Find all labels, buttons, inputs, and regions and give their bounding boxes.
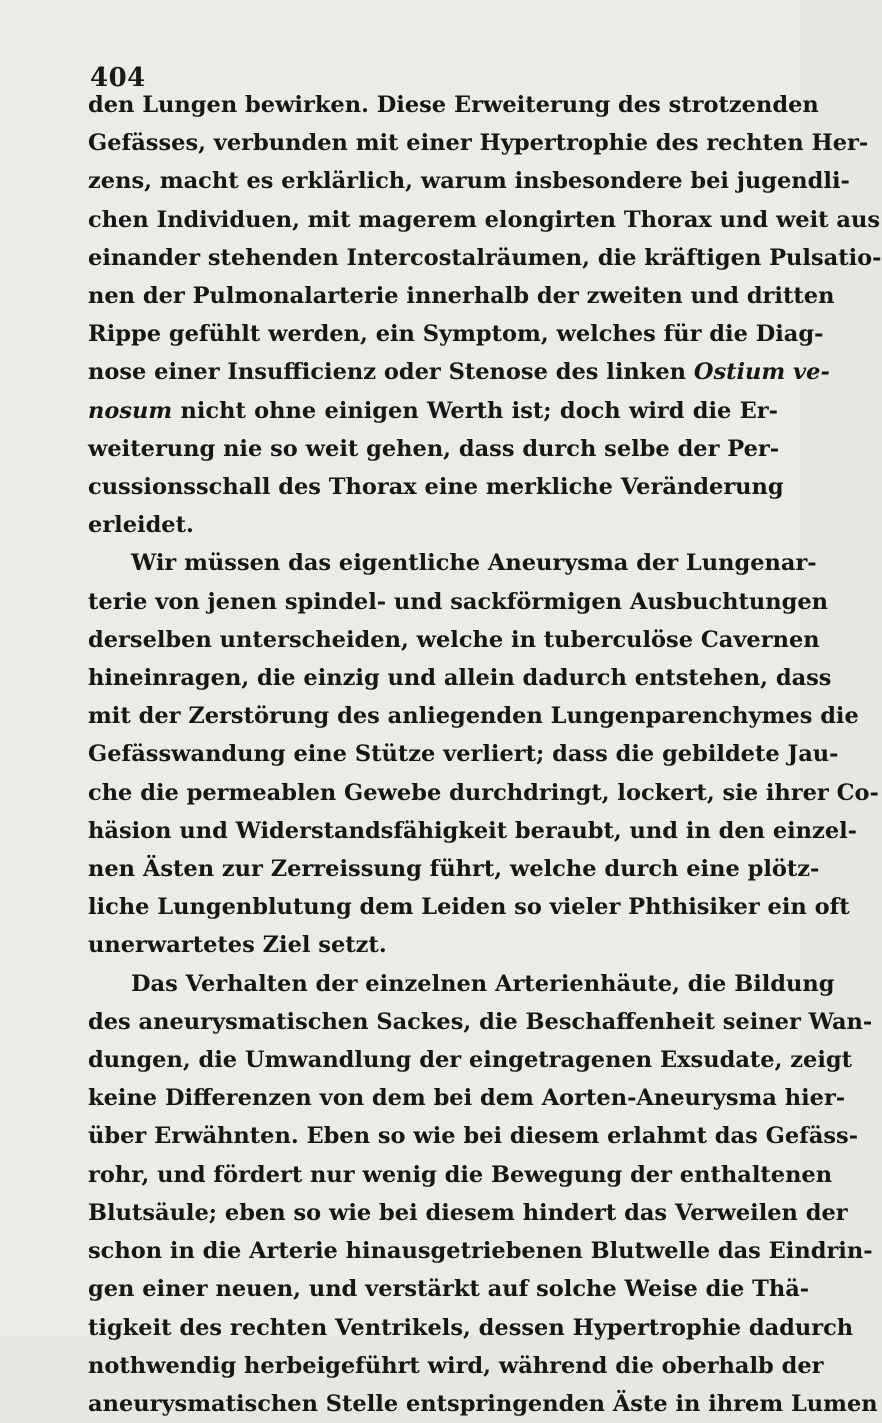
- text-line: [88, 583, 829, 621]
- text-line: [88, 965, 835, 1003]
- text-line: [88, 1156, 833, 1194]
- line-text: liche Lungenblutung dem Leiden so vieler Phthisiker ein oft: [88, 894, 850, 921]
- line-text: Gefässwandung eine Stütze verliert; dass die gebildete Jau-: [88, 741, 839, 768]
- text-line: [88, 1309, 854, 1347]
- text-line: [88, 812, 858, 850]
- line-text: tigkeit des rechten Ventrikels, dessen Hypertrophie dadurch: [88, 1314, 854, 1341]
- text-line: [88, 162, 850, 200]
- line-text: hineinragen, die einzig und allein dadurch entstehen, dass: [88, 665, 832, 692]
- line-text: nothwendig herbeigeführt wird, während die oberhalb der: [88, 1352, 824, 1379]
- text-line: [88, 124, 869, 162]
- line-text: weiterung nie so weit gehen, dass durch selbe der Per-: [88, 435, 780, 462]
- line-text: gen einer neuen, und verstärkt auf solche Weise die Thä-: [88, 1276, 810, 1303]
- text-line: [88, 1041, 853, 1079]
- text-line: [88, 926, 778, 964]
- text-line: [88, 86, 819, 124]
- text-line: [88, 621, 820, 659]
- line-text: über Erwähnten. Eben so wie bei diesem erlahmt das Gefäss-: [88, 1123, 859, 1150]
- text-line: [88, 277, 835, 315]
- line-text: nicht ohne einigen Werth ist; doch wird die Er-: [180, 397, 778, 424]
- text-line: [88, 1232, 873, 1270]
- text-line: [88, 1117, 859, 1155]
- text-line: [88, 1079, 846, 1117]
- line-text: zens, macht es erklärlich, warum insbesondere bei jugendli-: [88, 168, 850, 195]
- line-text: nen der Pulmonalarterie innerhalb der zweiten und dritten: [88, 283, 835, 310]
- text-line: [88, 430, 778, 468]
- line-text: Das Verhalten der einzelnen Arterienhäute, die Bildung: [131, 970, 835, 997]
- text-line: [88, 1347, 824, 1385]
- body-text: [88, 86, 882, 1423]
- line-text: häsion und Widerstandsfähigkeit beraubt, und in den einzel-: [88, 817, 858, 844]
- line-text: erleidet.: [88, 512, 194, 539]
- line-text: nen Ästen zur Zerreissung führt, welche durch eine plötz-: [88, 856, 820, 883]
- text-line: [88, 506, 778, 544]
- line-text: unerwartetes Ziel setzt.: [88, 932, 387, 959]
- line-text: den Lungen bewirken. Diese Erweiterung des strotzenden: [88, 92, 819, 118]
- italic-term: Ostium ve-: [693, 359, 830, 386]
- text-line: [88, 239, 882, 277]
- text-line: [88, 315, 824, 353]
- line-text: Wir müssen das eigentliche Aneurysma der Lungenar-: [131, 550, 817, 577]
- text-line: [88, 1270, 810, 1308]
- line-text: einander stehenden Intercostalräumen, die kräftigen Pulsatio-: [88, 244, 882, 271]
- line-text: che die permeablen Gewebe durchdringt, lockert, sie ihrer Co-: [88, 779, 879, 806]
- line-text: aneurysmatischen Stelle entspringenden Äste in ihrem Lumen: [88, 1390, 878, 1417]
- text-line: [88, 888, 850, 926]
- line-text: nose einer Insufficienz oder Stenose des linken: [88, 359, 694, 386]
- line-text: cussionsschall des Thorax eine merkliche Veränderung: [88, 474, 784, 501]
- line-text: chen Individuen, mit magerem elongirten Thorax und weit aus: [88, 206, 881, 233]
- text-line: [88, 850, 820, 888]
- line-text: des aneurysmatischen Sackes, die Beschaffenheit seiner Wan-: [88, 1008, 873, 1035]
- page-number: 404: [90, 63, 146, 93]
- text-line: [88, 774, 879, 812]
- italic-term: nosum: [88, 397, 173, 424]
- text-line: [88, 1385, 878, 1423]
- text-line: [88, 735, 839, 773]
- text-line: [88, 392, 778, 430]
- line-text: terie von jenen spindel- und sackförmigen Ausbuchtungen: [88, 588, 829, 615]
- line-text: Gefässes, verbunden mit einer Hypertrophie des rechten Her-: [88, 130, 869, 157]
- text-line: [88, 544, 817, 582]
- line-text: derselben unterscheiden, welche in tuberculöse Cavernen: [88, 626, 820, 653]
- line-text: Rippe gefühlt werden, ein Symptom, welches für die Diag-: [88, 321, 824, 348]
- line-text: rohr, und fördert nur wenig die Bewegung der enthaltenen: [88, 1161, 833, 1188]
- text-line: [88, 1194, 848, 1232]
- line-text: schon in die Arterie hinausgetriebenen Blutwelle das Eindrin-: [88, 1238, 873, 1265]
- line-text: Blutsäule; eben so wie bei diesem hindert das Verweilen der: [88, 1199, 848, 1226]
- text-line: [88, 201, 881, 239]
- text-line: [88, 659, 832, 697]
- text-line: [88, 468, 784, 506]
- text-line: [88, 697, 859, 735]
- text-line: [88, 1003, 873, 1041]
- line-text: keine Differenzen von dem bei dem Aorten-Aneurysma hier-: [88, 1085, 846, 1112]
- line-text: dungen, die Umwandlung der eingetragenen Exsudate, zeigt: [88, 1047, 853, 1074]
- text-line: [88, 353, 830, 391]
- line-text: mit der Zerstörung des anliegenden Lungenparenchymes die: [88, 703, 859, 730]
